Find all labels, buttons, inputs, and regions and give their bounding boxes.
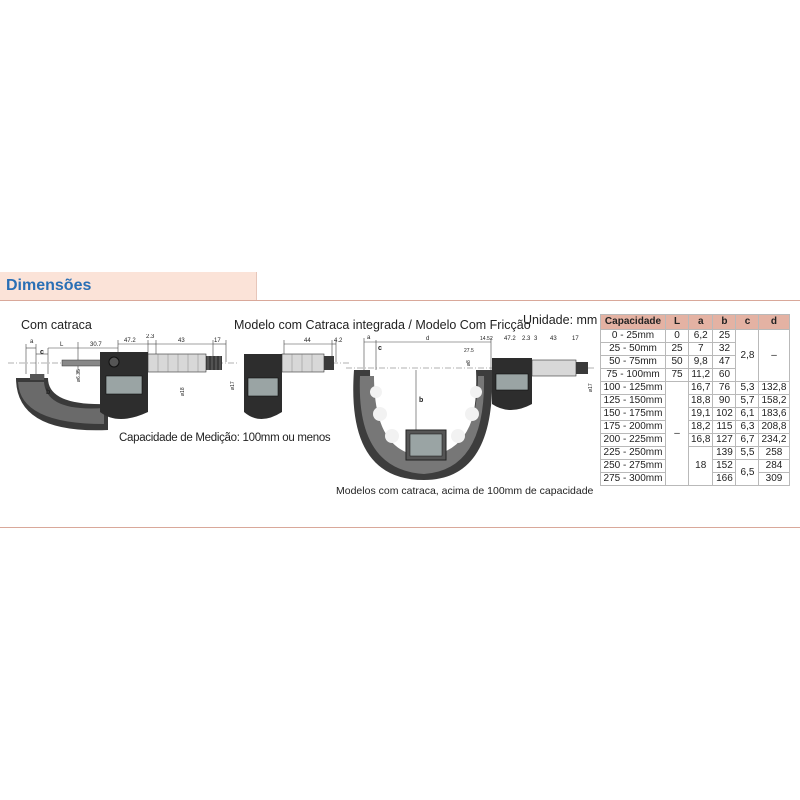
label-L: L — [60, 342, 64, 348]
cell-d: 258 — [759, 447, 789, 460]
cell-c: 5,3 — [736, 382, 759, 395]
label-d-large: d — [426, 336, 430, 342]
cell-d: 208,8 — [759, 421, 789, 434]
cell-c: 6,1 — [736, 408, 759, 421]
cell-capacity: 125 - 150mm — [601, 395, 666, 408]
cell-L: 75 — [666, 369, 689, 382]
header-d: d — [759, 315, 789, 330]
cell-capacity: 150 - 175mm — [601, 408, 666, 421]
cell-capacity: 250 - 275mm — [601, 460, 666, 473]
cell-a: 18,2 — [689, 421, 713, 434]
cell-d: 284 — [759, 460, 789, 473]
table-row — [601, 330, 790, 343]
label-b: b — [46, 389, 51, 396]
caption-with-ratchet: Com catraca — [21, 318, 92, 332]
cell-a: 9,8 — [689, 356, 713, 369]
header-b: b — [713, 315, 736, 330]
cell-b: 60 — [713, 369, 736, 382]
cell-d: 234,2 — [759, 434, 789, 447]
header-a: a — [689, 315, 713, 330]
cell-d: 183,6 — [759, 408, 789, 421]
cell-a: 6,2 — [689, 330, 713, 343]
cell-c-merged: 2,8 — [736, 330, 759, 382]
cell-L-merged: – — [666, 382, 689, 486]
cell-b: 32 — [713, 343, 736, 356]
cell-b: 115 — [713, 421, 736, 434]
header-capacidade: Capacidade — [601, 315, 666, 330]
label-phi-17: ø17 — [230, 381, 236, 390]
header-divider — [256, 272, 257, 300]
micrometer-drawing-ratchet — [8, 334, 238, 434]
label-phi-6-35: ø6.35 — [76, 369, 82, 382]
cell-b: 25 — [713, 330, 736, 343]
cell-b: 139 — [713, 447, 736, 460]
cell-b: 166 — [713, 473, 736, 486]
cell-capacity: 75 - 100mm — [601, 369, 666, 382]
cell-b: 152 — [713, 460, 736, 473]
label-phi-8: ø8 — [466, 360, 472, 366]
cell-capacity: 0 - 25mm — [601, 330, 666, 343]
cell-capacity: 225 - 250mm — [601, 447, 666, 460]
cell-a: 11,2 — [689, 369, 713, 382]
cell-capacity: 200 - 225mm — [601, 434, 666, 447]
label-2: 2 — [490, 336, 493, 342]
cell-b: 102 — [713, 408, 736, 421]
cell-a-merged: 18 — [689, 447, 713, 486]
cell-capacity: 100 - 125mm — [601, 382, 666, 395]
label-3: 3 — [534, 336, 538, 342]
cell-capacity: 275 - 300mm — [601, 473, 666, 486]
table-row — [601, 447, 790, 460]
cell-c: 5,7 — [736, 395, 759, 408]
label-44: 44 — [304, 338, 311, 344]
cell-a: 18,8 — [689, 395, 713, 408]
cell-b: 76 — [713, 382, 736, 395]
table-row — [601, 434, 790, 447]
header-L: L — [666, 315, 689, 330]
dimensions-table — [600, 314, 790, 486]
label-27-5: 27.5 — [464, 348, 474, 354]
label-4-2: 4.2 — [334, 338, 343, 344]
cell-c: 5,5 — [736, 447, 759, 460]
micrometer-drawing-large — [346, 330, 594, 482]
caption-large-models: Modelos com catraca, acima de 100mm de capacidade — [336, 485, 594, 497]
caption-capacity-note: Capacidade de Medição: 100mm ou menos — [119, 432, 331, 444]
label-14-5: 14.5 — [480, 336, 490, 342]
label-c: c — [40, 349, 44, 356]
table-row — [601, 395, 790, 408]
cell-a: 16,7 — [689, 382, 713, 395]
label-43: 43 — [178, 338, 185, 344]
table-row — [601, 382, 790, 395]
cell-c: 6,7 — [736, 434, 759, 447]
label-2-3: 2.3 — [146, 334, 155, 340]
header-c: c — [736, 315, 759, 330]
label-b-large: b — [419, 397, 424, 404]
label-a: a — [30, 339, 34, 345]
cell-a: 19,1 — [689, 408, 713, 421]
cell-d: 158,2 — [759, 395, 789, 408]
cell-d-merged: – — [759, 330, 789, 382]
label-30-7: 30.7 — [90, 342, 102, 348]
cell-capacity: 50 - 75mm — [601, 356, 666, 369]
cell-b: 90 — [713, 395, 736, 408]
caption-unit: Unidade: mm — [523, 313, 598, 327]
caption-integrated-model: Modelo com Catraca integrada / Modelo Com Fricção — [234, 318, 531, 332]
label-a-large: a — [367, 335, 371, 341]
cell-b: 127 — [713, 434, 736, 447]
section-title: Dimensões — [6, 277, 92, 294]
micrometer-drawing-integrated — [244, 334, 350, 426]
cell-d: 132,8 — [759, 382, 789, 395]
cell-L: 0 — [666, 330, 689, 343]
label-43-large: 43 — [550, 336, 557, 342]
cell-L: 25 — [666, 343, 689, 356]
cell-c-merged-low: 6,5 — [736, 460, 759, 486]
cell-b: 47 — [713, 356, 736, 369]
label-phi-18: ø18 — [180, 387, 186, 396]
table-row — [601, 408, 790, 421]
cell-d: 309 — [759, 473, 789, 486]
cell-a: 16,8 — [689, 434, 713, 447]
cell-a: 7 — [689, 343, 713, 356]
label-c-large: c — [378, 345, 382, 352]
table-row — [601, 421, 790, 434]
label-phi-17-large: ø17 — [588, 383, 594, 392]
cell-L: 50 — [666, 356, 689, 369]
cell-capacity: 175 - 200mm — [601, 421, 666, 434]
label-17-large: 17 — [572, 336, 579, 342]
cell-c: 6,3 — [736, 421, 759, 434]
label-47-2-large: 47.2 — [504, 336, 516, 342]
label-2-3-large: 2.3 — [522, 336, 531, 342]
label-47-2: 47.2 — [124, 338, 136, 344]
cell-capacity: 25 - 50mm — [601, 343, 666, 356]
label-17: 17 — [214, 338, 221, 344]
table-header-row — [601, 315, 790, 330]
